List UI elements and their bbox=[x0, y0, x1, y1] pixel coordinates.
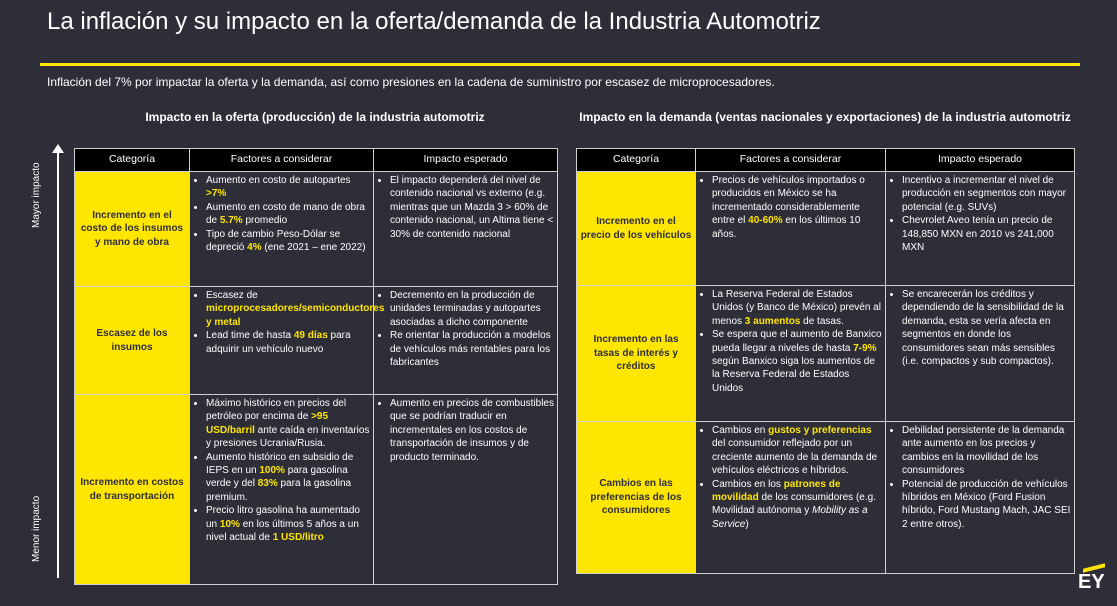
bullet-text: Aumento en costo de mano de obra de bbox=[206, 201, 365, 227]
bullet-text: Chevrolet Aveo tenía un precio de 148,850 MXN en 2010 vs 241,000 MXN bbox=[902, 215, 1054, 254]
category-cell: Incremento en costos de transportación bbox=[75, 395, 190, 585]
bullet-text: Cambios en bbox=[712, 425, 769, 436]
axis-arrow-icon bbox=[52, 144, 64, 153]
bullet-text: Máximo histórico en precios del petróleo por encima de bbox=[206, 398, 347, 423]
factors-list bbox=[193, 174, 370, 254]
highlight-text: >7% bbox=[206, 188, 227, 200]
impact-list bbox=[377, 174, 554, 241]
factors-list bbox=[699, 288, 882, 395]
highlight-text: 100% bbox=[259, 465, 285, 477]
highlight-text: 49 días bbox=[293, 330, 328, 342]
bullet-text: en los últimos 5 años a un nivel actual de bbox=[206, 518, 359, 544]
bullet-item bbox=[390, 289, 554, 329]
bullet-text: según Banxico siga los aumentos de la Reserva Federal de Estados Unidos bbox=[712, 356, 875, 394]
highlight-text: gustos y preferencias bbox=[768, 425, 872, 436]
bullet-item bbox=[206, 228, 370, 255]
header-categoria: Categoría bbox=[75, 149, 190, 172]
impact-list bbox=[889, 424, 1071, 531]
highlight-text: patrones de movilidad bbox=[712, 478, 841, 504]
factors-cell bbox=[190, 395, 374, 585]
bullet-item bbox=[902, 478, 1071, 532]
bullet-text: ante caída en inventarios y presiones Ucrania/Rusia. bbox=[206, 424, 370, 450]
bullet-text: del consumidor reflejado por un creciente aumento de la demanda de vehículos eléctricos e híbridos. bbox=[712, 438, 878, 477]
bullet-text: para adquirir un vehículo nuevo bbox=[206, 330, 351, 355]
bullet-text: La Reserva Federal de Estados Unidos (y Banco de México) prevén al menos bbox=[712, 289, 881, 327]
bullet-text: El impacto dependerá del nivel de contenido nacional vs externo (e.g. mientras que un Mazda 3 > 60% de contenido nacional, un Altima tiene < 30% de contenido nacional bbox=[390, 175, 554, 240]
header-factores: Factores a considerar bbox=[696, 149, 886, 172]
factors-cell bbox=[190, 287, 385, 395]
factors-cell bbox=[190, 172, 374, 287]
bullet-text: Aumento histórico en subsidio de IEPS en un bbox=[206, 451, 354, 477]
bullet-text: Precios de vehículos importados o producidos en México se ha incrementado considerablemente entre el bbox=[712, 175, 865, 227]
bullet-item bbox=[712, 478, 882, 532]
bullet-text: Aumento en costo de autopartes bbox=[206, 175, 351, 186]
factors-list bbox=[193, 397, 370, 544]
bullet-text: de los consumidores (e.g. Movilidad autónoma y bbox=[712, 492, 876, 517]
ey-logo: EY bbox=[1078, 571, 1105, 593]
bullet-item bbox=[390, 397, 554, 464]
highlight-text: 4% bbox=[247, 242, 262, 254]
supply-table bbox=[74, 148, 558, 585]
bullet-text: Aumento en precios de combustibles que se podrían traducir en incrementales en los costos de transportación de insumos y de producto terminado. bbox=[390, 398, 554, 463]
impact-axis bbox=[57, 150, 59, 578]
impact-list bbox=[377, 289, 554, 369]
bullet-item bbox=[902, 174, 1071, 214]
bullet-text: para la gasolina premium. bbox=[206, 478, 352, 503]
header-categoria: Categoría bbox=[577, 149, 696, 172]
impact-list bbox=[889, 288, 1071, 368]
bullet-item bbox=[390, 329, 554, 369]
factors-cell bbox=[696, 172, 886, 286]
bullet-text: (ene 2021 – ene 2022) bbox=[261, 242, 366, 254]
highlight-text: 5.7% bbox=[219, 215, 243, 227]
highlight-text: 1 USD/litro bbox=[272, 532, 324, 544]
highlight-text: microprocesadores/semiconductores y metal bbox=[206, 303, 385, 328]
bullet-text: Mobility as a Service bbox=[712, 505, 868, 530]
header-impacto: Impacto esperado bbox=[886, 149, 1075, 172]
bullet-text: Re orientar la producción a modelos de vehículos más rentables para los fabricantes bbox=[390, 330, 551, 369]
impact-list bbox=[377, 397, 554, 464]
bullet-text: Cambios en los bbox=[712, 478, 784, 490]
bullet-text: Se espera que el aumento de Banxico pueda llegar a niveles de hasta bbox=[712, 329, 882, 354]
impact-list bbox=[889, 174, 1071, 254]
bullet-text: de tasas. bbox=[800, 315, 844, 327]
factors-list bbox=[699, 174, 882, 241]
category-cell: Escasez de los insumos bbox=[75, 287, 190, 395]
bullet-text: Se encarecerán los créditos y dependiendo de la sensibilidad de la demanda, esta se vería afecta en segmentos en donde los consumidores sean más sensibles (i.e. compactos y sub compactos). bbox=[902, 289, 1064, 368]
bullet-text: Potencial de producción de vehículos híbridos en México (Ford Fusion híbrido, Ford Mustang Mach, JAC SEI 2 entre otros). bbox=[902, 478, 1071, 530]
bullet-item bbox=[902, 288, 1071, 368]
bullet-text: en los últimos 10 años. bbox=[712, 215, 861, 240]
table-row bbox=[577, 422, 1075, 574]
table-row bbox=[75, 172, 558, 287]
bullet-item bbox=[206, 174, 370, 201]
impact-cell bbox=[886, 422, 1075, 574]
category-cell: Cambios en las preferencias de los consumidores bbox=[577, 422, 696, 574]
bullet-item bbox=[206, 289, 385, 329]
bullet-item bbox=[390, 174, 554, 241]
table-row bbox=[577, 286, 1075, 422]
bullet-item bbox=[206, 329, 370, 356]
factors-cell bbox=[696, 422, 886, 574]
impact-cell bbox=[886, 286, 1075, 422]
category-cell: Incremento en el costo de los insumos y mano de obra bbox=[75, 172, 190, 287]
bullet-item bbox=[902, 214, 1071, 254]
impact-cell bbox=[374, 287, 558, 395]
category-cell: Incremento en el precio de los vehículos bbox=[577, 172, 696, 286]
bullet-item bbox=[712, 288, 882, 328]
page-title: La inflación y su impacto en la oferta/demanda de la Industria Automotriz bbox=[47, 8, 821, 35]
bullet-item bbox=[206, 451, 370, 505]
bullet-text: Lead time de hasta bbox=[206, 330, 294, 342]
bullet-text: Escasez de bbox=[206, 290, 258, 301]
impact-cell bbox=[886, 172, 1075, 286]
highlight-text: 3 aumentos bbox=[744, 315, 801, 327]
bullet-text: Debilidad persistente de la demanda ante aumento en los precios y cambios en la movilidad de los consumidores bbox=[902, 425, 1065, 477]
bullet-text: Tipo de cambio Peso-Dólar se depreció bbox=[206, 228, 341, 254]
factors-list bbox=[699, 424, 882, 531]
title-divider bbox=[40, 63, 1080, 66]
demand-section-title: Impacto en la demanda (ventas nacionales y exportaciones) de la industria automotriz bbox=[579, 110, 1071, 124]
demand-table bbox=[576, 148, 1075, 574]
axis-label-top: Mayor impacto bbox=[31, 162, 42, 228]
bullet-item bbox=[206, 397, 370, 451]
bullet-item bbox=[712, 328, 882, 395]
bullet-text: Decremento en la producción de unidades terminadas y autopartes asociadas a dicho componente bbox=[390, 290, 541, 328]
bullet-text: Incentivo a incrementar el nivel de producción en segmentos con mayor potencial (e.g. SUVs) bbox=[902, 175, 1066, 213]
table-row bbox=[75, 395, 558, 585]
category-cell: Incremento en las tasas de interés y créditos bbox=[577, 286, 696, 422]
highlight-text: >95 USD/barril bbox=[206, 411, 329, 436]
table-row bbox=[75, 287, 558, 395]
highlight-text: 40-60% bbox=[748, 215, 783, 227]
table-row bbox=[577, 172, 1075, 286]
bullet-text: ) bbox=[745, 518, 749, 530]
bullet-item bbox=[206, 504, 370, 544]
axis-label-bottom: Menor impacto bbox=[31, 495, 42, 562]
supply-section-title: Impacto en la oferta (producción) de la industria automotriz bbox=[145, 110, 485, 124]
impact-cell bbox=[374, 172, 558, 287]
factors-list bbox=[193, 289, 385, 356]
highlight-text: 83% bbox=[257, 478, 278, 490]
demand-header-row bbox=[577, 149, 1075, 172]
bullet-item bbox=[902, 424, 1071, 478]
bullet-item bbox=[206, 201, 370, 228]
header-impacto: Impacto esperado bbox=[374, 149, 558, 172]
page-subtitle: Inflación del 7% por impactar la oferta y la demanda, así como presiones en la cadena de suministro por escasez de microprocesadores. bbox=[47, 75, 775, 89]
bullet-text: promedio bbox=[242, 215, 288, 227]
bullet-text: para gasolina verde y del bbox=[206, 465, 348, 490]
bullet-text: Precio litro gasolina ha aumentado un bbox=[206, 505, 360, 530]
header-factores: Factores a considerar bbox=[190, 149, 374, 172]
bullet-item bbox=[712, 424, 882, 478]
supply-header-row bbox=[75, 149, 558, 172]
bullet-item bbox=[712, 174, 882, 241]
impact-cell bbox=[374, 395, 558, 585]
highlight-text: 7-9% bbox=[853, 342, 877, 354]
factors-cell bbox=[696, 286, 886, 422]
highlight-text: 10% bbox=[219, 518, 240, 530]
